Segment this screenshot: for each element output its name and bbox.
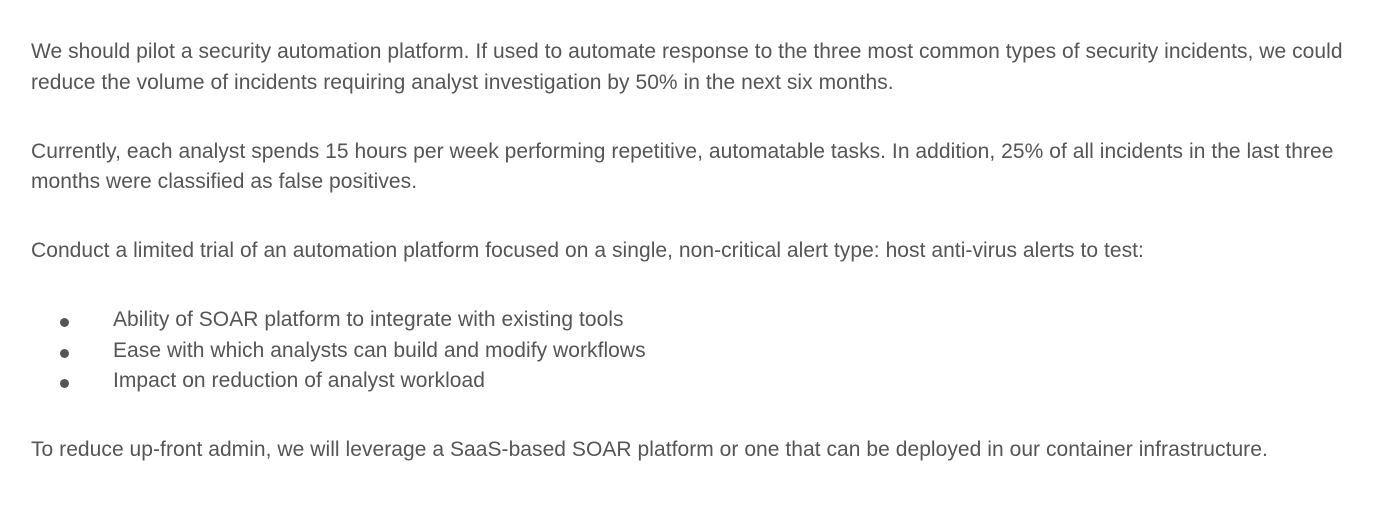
current-state-paragraph: Currently, each analyst spends 15 hours per week performing repetitive, automatable tasks. In addition, 25% of all incidents in the last three months were classified as false positives.: [31, 139, 1334, 193]
list-item: [31, 366, 1400, 397]
test-criteria-list: [31, 305, 1400, 397]
deployment-paragraph: To reduce up-front admin, we will leverage a SaaS-based SOAR platform or one that can be deployed in our container infrastructure.: [31, 438, 1268, 461]
proposal-paragraph: We should pilot a security automation platform. If used to automate response to the three most common types of security incidents, we could reduce the volume of incidents requiring analyst investigation by 50% in the next six months.: [31, 40, 1343, 94]
list-item: [31, 336, 1400, 367]
trial-paragraph: Conduct a limited trial of an automation platform focused on a single, non-critical alert type: host anti-virus alerts to test:: [31, 239, 1144, 262]
list-item-text: Ease with which analysts can build and modify workflows: [113, 338, 646, 362]
list-item-text: Ability of SOAR platform to integrate with existing tools: [113, 308, 624, 331]
list-item: [31, 305, 1400, 336]
list-item-text: Impact on reduction of analyst workload: [113, 369, 485, 392]
